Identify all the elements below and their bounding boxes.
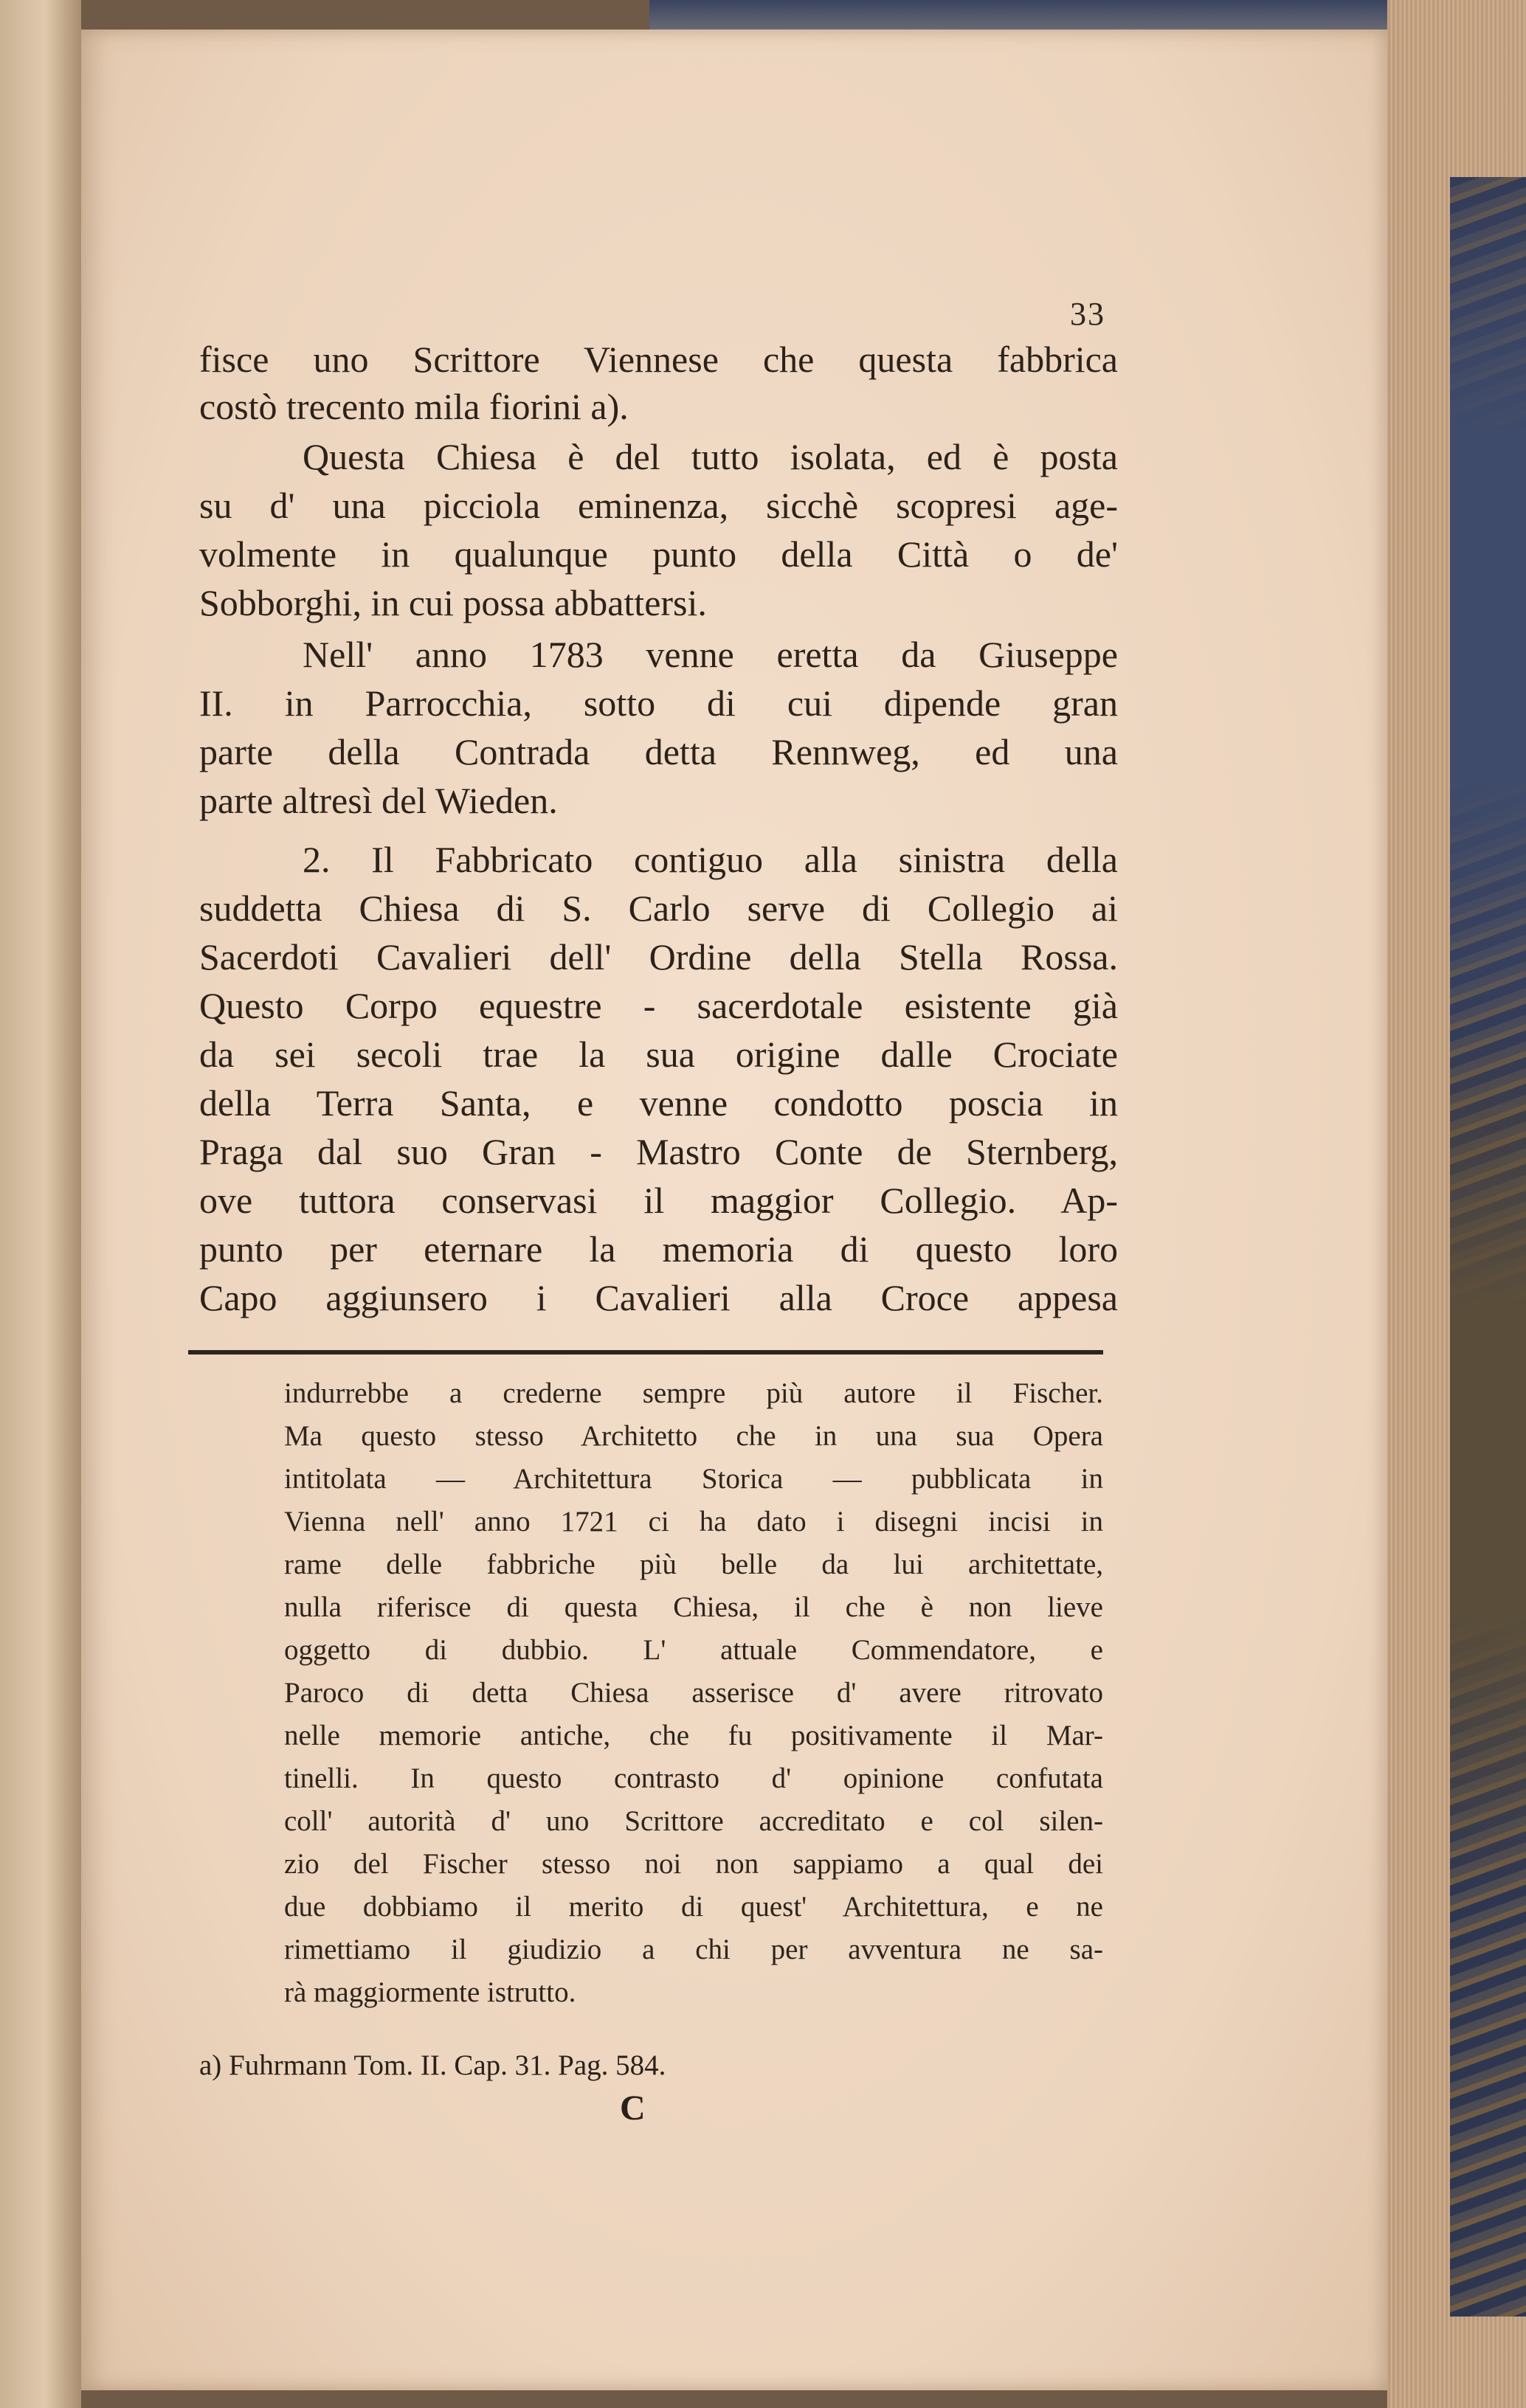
main-text-line: Capo aggiunsero i Cavalieri alla Croce appesa bbox=[199, 1277, 1118, 1318]
main-text-line: punto per eternare la memoria di questo loro bbox=[199, 1228, 1118, 1270]
footnote-reference: a) Fuhrmann Tom. II. Cap. 31. Pag. 584. bbox=[199, 2049, 666, 2081]
main-text-line: della Terra Santa, e venne condotto poscia in bbox=[199, 1082, 1118, 1124]
note-text-line: Paroco di detta Chiesa asserisce d' avere ritrovato bbox=[284, 1677, 1103, 1709]
note-text-line: due dobbiamo il merito di quest' Architettura, e ne bbox=[284, 1891, 1103, 1923]
main-text-line: su d' una picciola eminenza, sicchè scopresi age- bbox=[199, 485, 1118, 526]
note-text-line: rame delle fabbriche più belle da lui architettate, bbox=[284, 1549, 1103, 1580]
note-text-line: nelle memorie antiche, che fu positivamente il Mar- bbox=[284, 1720, 1103, 1751]
main-text-line: Questa Chiesa è del tutto isolata, ed è posta bbox=[303, 436, 1118, 477]
main-text-line: costò trecento mila fiorini a). bbox=[199, 386, 629, 427]
note-text-line: Ma questo stesso Architetto che in una sua Opera bbox=[284, 1420, 1103, 1452]
note-text-line: zio del Fischer stesso noi non sappiamo a qual dei bbox=[284, 1848, 1103, 1880]
footnote-separator-rule bbox=[188, 1350, 1103, 1354]
main-text-line: fisce uno Scrittore Viennese che questa fabbrica bbox=[199, 339, 1118, 380]
note-text-line: rà maggiormente istrutto. bbox=[284, 1976, 576, 2008]
main-text-line: Praga dal suo Gran - Mastro Conte de Sternberg, bbox=[199, 1131, 1118, 1172]
note-text-line: Vienna nell' anno 1721 ci ha dato i disegni incisi in bbox=[284, 1506, 1103, 1537]
note-text-line: intitolata — Architettura Storica — pubblicata in bbox=[284, 1463, 1103, 1495]
book-left-cover bbox=[0, 0, 81, 2408]
note-text-line: rimettiamo il giudizio a chi per avventura ne sa- bbox=[284, 1934, 1103, 1965]
main-text-line: parte altresì del Wieden. bbox=[199, 780, 558, 821]
gathering-signature: C bbox=[620, 2089, 646, 2128]
main-text-line: ove tuttora conservasi il maggior Collegio. Ap- bbox=[199, 1180, 1118, 1221]
note-text-line: tinelli. In questo contrasto d' opinione confutata bbox=[284, 1762, 1103, 1794]
marbled-cover-board bbox=[1450, 177, 1526, 2317]
main-text-line: parte della Contrada detta Rennweg, ed una bbox=[199, 731, 1118, 772]
main-text-line: Sobborghi, in cui possa abbattersi. bbox=[199, 582, 707, 623]
main-text-line: Questo Corpo equestre - sacerdotale esistente già bbox=[199, 985, 1118, 1026]
note-text-line: oggetto di dubbio. L' attuale Commendatore, e bbox=[284, 1634, 1103, 1666]
main-text-line: II. in Parrocchia, sotto di cui dipende gran bbox=[199, 682, 1118, 724]
page-number: 33 bbox=[1070, 296, 1105, 332]
main-text-line: Nell' anno 1783 venne eretta da Giuseppe bbox=[303, 634, 1118, 675]
main-text-line: 2. Il Fabbricato contiguo alla sinistra della bbox=[303, 839, 1118, 880]
main-text-line: da sei secoli trae la sua origine dalle Crociate bbox=[199, 1034, 1118, 1075]
note-text-line: coll' autorità d' uno Scrittore accreditato e col silen- bbox=[284, 1805, 1103, 1837]
main-text-line: Sacerdoti Cavalieri dell' Ordine della Stella Rossa. bbox=[199, 936, 1118, 978]
main-text-line: volmente in qualunque punto della Città o de' bbox=[199, 533, 1118, 575]
main-text-line: suddetta Chiesa di S. Carlo serve di Collegio ai bbox=[199, 888, 1118, 929]
note-text-line: nulla riferisce di questa Chiesa, il che è non lieve bbox=[284, 1591, 1103, 1623]
note-text-line: indurrebbe a crederne sempre più autore il Fischer. bbox=[284, 1377, 1103, 1409]
